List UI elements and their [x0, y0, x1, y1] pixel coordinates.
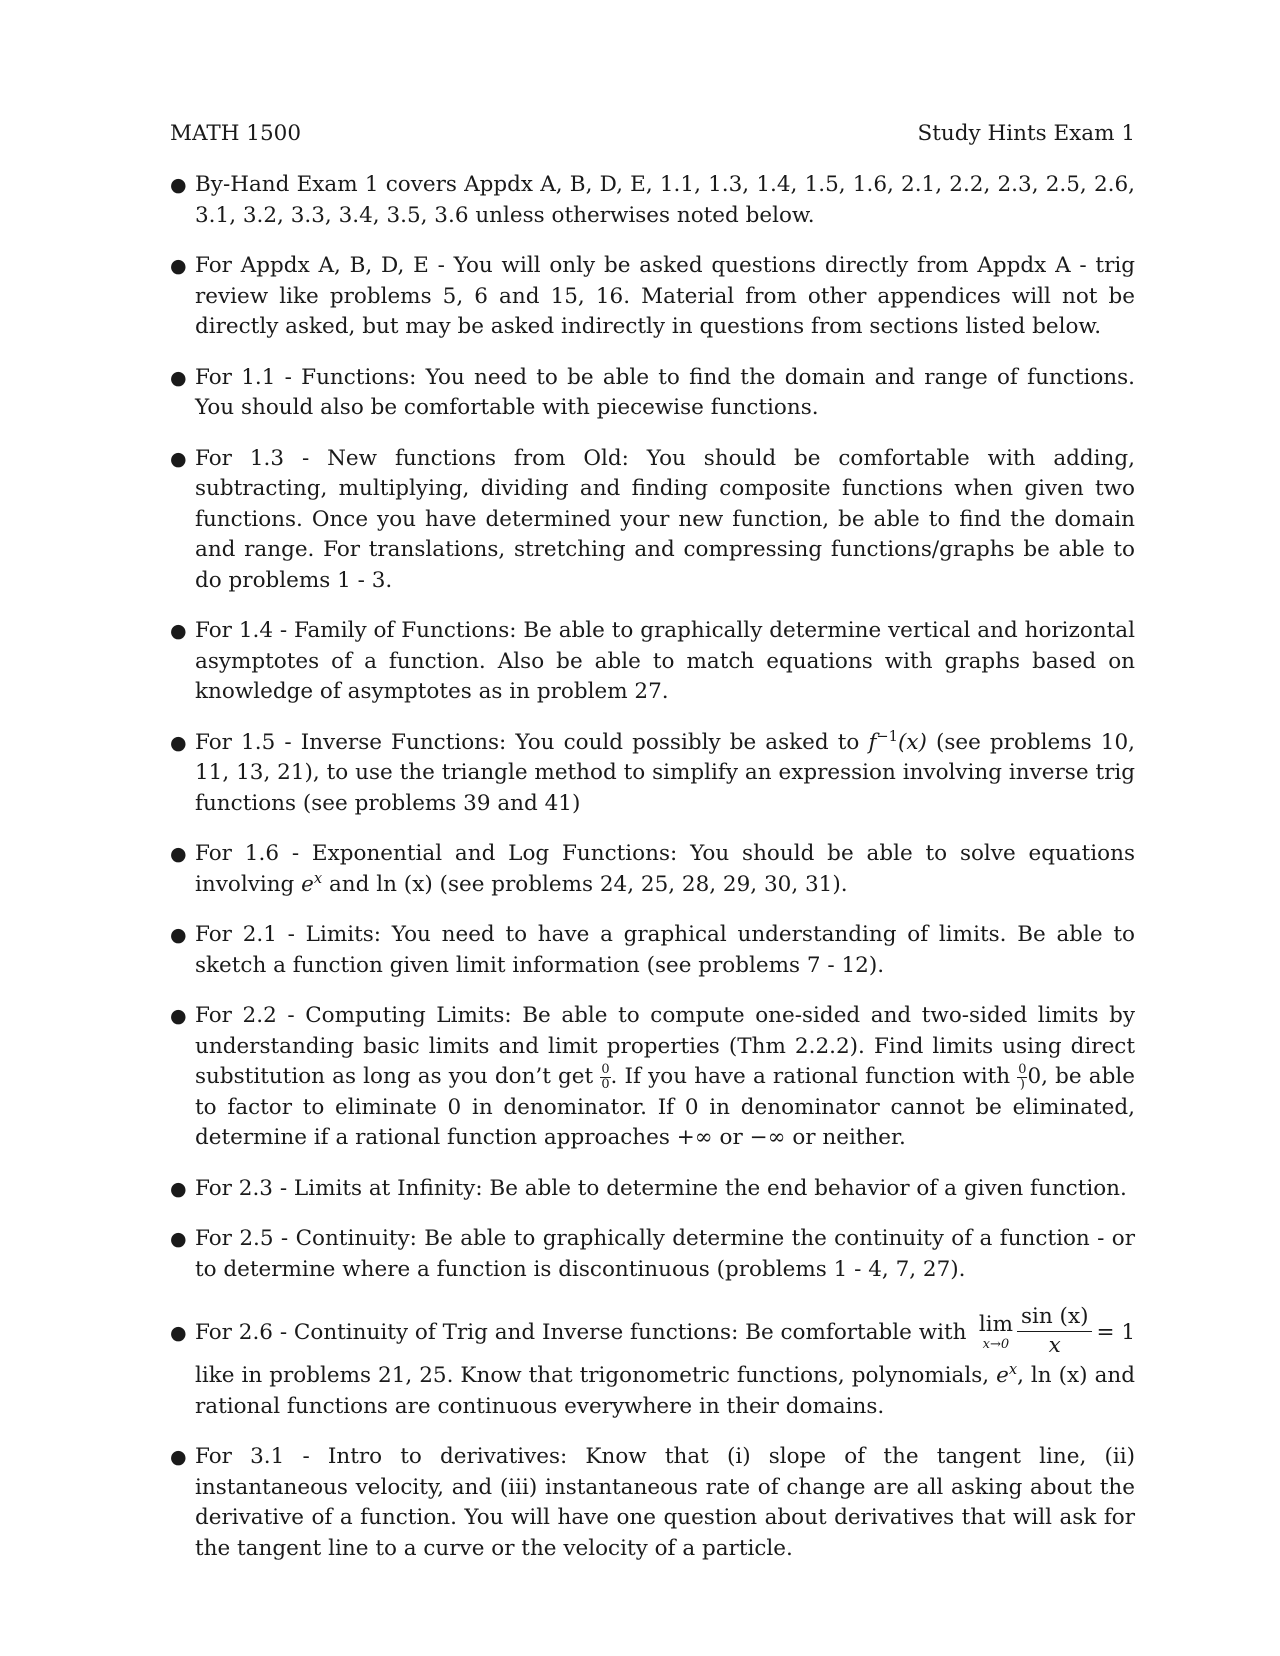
- page-header: [170, 121, 1135, 147]
- limit-word: lim: [978, 1312, 1013, 1338]
- study-hints-list: [170, 170, 1135, 1584]
- hint-item-1-4: [170, 616, 1135, 708]
- fraction-zero-over-zero: [600, 1063, 610, 1091]
- bullet-icon: ●: [170, 843, 187, 865]
- math-e-exponent: x: [1008, 1360, 1018, 1378]
- hint-item-3-1: [170, 1442, 1135, 1564]
- course-title: MATH 1500: [170, 121, 302, 146]
- fraction-sin-over-x: [1017, 1305, 1093, 1357]
- bullet-icon: ●: [170, 620, 187, 642]
- fraction-denominator: 0: [601, 1076, 610, 1092]
- math-inverse-exponent: −1: [876, 727, 898, 745]
- bullet-icon: ●: [170, 731, 187, 754]
- bullet-icon: ●: [170, 1005, 187, 1027]
- hint-text: By-Hand Exam 1 covers Appdx A, B, D, E, 1.1, 1.3, 1.4, 1.5, 1.6, 2.1, 2.2, 2.3, 2.5, 2.6, 3.1, 3.2, 3.3, 3.4, 3.5, 3.6 unless otherwises noted below.: [195, 172, 1135, 228]
- hint-text: For 2.2 - Computing Limits: Be able to compute one-sided and two-sided limits by understanding basic limits and limit properties (Thm 2.2.2). Find limits using direct substitution as long as you don’t get: [195, 1003, 1135, 1089]
- hint-text: For 2.5 - Continuity: Be able to graphically determine the continuity of a function - or to determine where a function is discontinuous (problems 1 - 4, 7, 27).: [195, 1226, 1135, 1282]
- hint-item-2-3: [170, 1174, 1135, 1205]
- bullet-icon: ●: [170, 924, 187, 946]
- bullet-icon: ●: [170, 255, 187, 277]
- math-e: e: [996, 1363, 1009, 1388]
- hint-item-2-1: [170, 920, 1135, 981]
- hint-text: For 2.1 - Limits: You need to have a graphical understanding of limits. Be able to sketch a function given limit information (see problems 7 - 12).: [195, 922, 1135, 978]
- document-title: Study Hints Exam 1: [917, 121, 1135, 146]
- bullet-icon: ●: [170, 1177, 187, 1200]
- hint-item-2-5: [170, 1224, 1135, 1285]
- bullet-icon: ●: [170, 1228, 187, 1250]
- hint-text: and: [322, 871, 377, 897]
- fraction-zero-over-paren: [1017, 1063, 1027, 1091]
- limit-formula-line: [195, 1305, 1135, 1361]
- hint-text: (see problems 24, 25, 28, 29, 30, 31).: [432, 871, 848, 897]
- math-argument: (x): [897, 729, 927, 755]
- hint-item-appendices: [170, 251, 1135, 343]
- hint-item-1-6: [170, 839, 1135, 900]
- hint-text: and rational functions are continuous everywhere in their domains.: [195, 1363, 1135, 1419]
- limit-operator: [979, 1314, 1013, 1351]
- hint-item-1-3: [170, 444, 1135, 597]
- hint-item-1-5: [170, 728, 1135, 820]
- hint-text: ,: [1017, 1363, 1031, 1388]
- hint-text: (see problems 10, 11, 13, 21), to use the triangle method to simplify an expression involving inverse trig functions (see problems 39 and 41): [195, 729, 1135, 816]
- math-ln: ln (x): [376, 871, 433, 897]
- hint-text: For 2.3 - Limits at Infinity: Be able to determine the end behavior of a given function.: [195, 1175, 1127, 1201]
- fraction-numerator: 0: [601, 1061, 610, 1077]
- hint-text: For 1.5 - Inverse Functions: You could possibly be asked to: [195, 729, 869, 755]
- fraction-numerator: sin (x): [1017, 1305, 1093, 1332]
- math-e: e: [301, 871, 314, 897]
- fraction-denominator: x: [1048, 1332, 1061, 1358]
- hint-text: like in problems 21, 25. Know that trigonometric functions, polynomials,: [195, 1363, 997, 1388]
- hint-text: For 1.3 - New functions from Old: You should be comfortable with adding, subtracting, multiplying, dividing and finding composite functions when given two functions. Once you have determined your new function, be able to find the domain and range. For translations, stretching and compressing functions/graphs be able to do problems 1 - 3.: [195, 445, 1135, 593]
- fraction-numerator: 0: [1018, 1061, 1027, 1077]
- math-f: f: [868, 729, 877, 755]
- hint-item-exam-coverage: [170, 170, 1135, 231]
- math-e-exponent: x: [313, 869, 323, 887]
- hint-text: For 2.6 - Continuity of Trig and Inverse functions: Be comfortable with: [195, 1320, 967, 1345]
- math-ln: ln (x): [1030, 1363, 1088, 1388]
- bullet-icon: ●: [170, 447, 187, 470]
- hint-text: . If you have a rational function with: [610, 1064, 1018, 1089]
- bullet-icon: ●: [170, 366, 187, 389]
- hint-text: For 1.4 - Family of Functions: Be able to graphically determine vertical and horizontal asymptotes of a function. Also be able to match equations with graphs based on knowledge of asymptotes as in problem 27.: [195, 618, 1135, 704]
- hint-item-2-2: [170, 1001, 1135, 1154]
- hint-text: For 1.1 - Functions: You need to be able to find the domain and range of functions. You should also be comfortable with piecewise functions.: [195, 364, 1135, 420]
- hint-item-1-1: [170, 363, 1135, 424]
- bullet-icon: ●: [170, 174, 187, 196]
- hint-text: For 3.1 - Intro to derivatives: Know that (i) slope of the tangent line, (ii) instantaneous velocity, and (iii) instantaneous rate of change are all asking about the derivative of a function. You will have one question about derivatives that will ask for the tangent line to a curve or the velocity of a particle.: [195, 1444, 1135, 1561]
- bullet-icon: ●: [170, 1446, 187, 1468]
- hint-item-2-6: [170, 1305, 1135, 1422]
- limit-subscript: x→0: [982, 1336, 1010, 1352]
- equals-one: = 1: [1096, 1320, 1135, 1345]
- hint-text: For Appdx A, B, D, E - You will only be asked questions directly from Appdx A - trig review like problems 5, 6 and 15, 16. Material from other appendices will not be directly asked, but may be asked indirectly in questions from sections listed below.: [195, 253, 1135, 339]
- bullet-icon: ●: [170, 1322, 187, 1344]
- fraction-denominator: ): [1019, 1076, 1025, 1092]
- hint-text: 0, be able to factor to eliminate 0 in denominator. If 0 in denominator cannot be eliminated, determine if a rational function approaches +∞ or −∞ or neither.: [195, 1064, 1135, 1150]
- hint-text: For 1.6 - Exponential and Log Functions: You should be able to solve equations involving: [195, 841, 1135, 897]
